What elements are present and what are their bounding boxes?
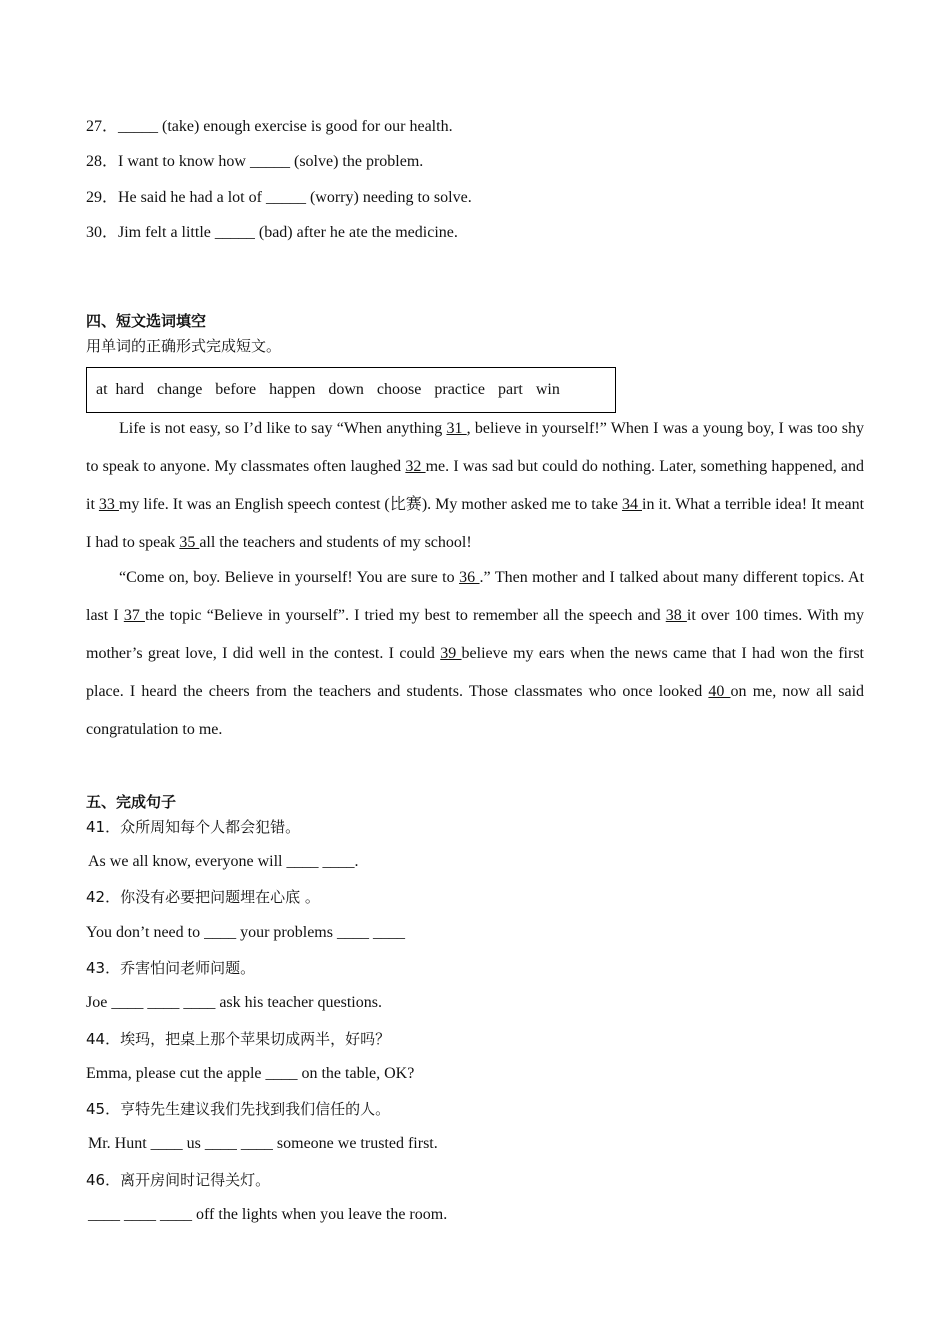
word-bank-item: hard <box>115 381 144 398</box>
question-30: 30．Jim felt a little _____ (bad) after he ate the medicine. <box>86 224 458 241</box>
blank-31: 31 <box>446 420 467 437</box>
question-44-chinese: 44．埃玛，把桌上那个苹果切成两半，好吗？ <box>86 1030 391 1048</box>
question-42-english: You don’t need to ____ your problems ____ ____ <box>86 924 405 941</box>
word-bank-item: before <box>215 381 257 398</box>
question-28: 28．I want to know how _____ (solve) the problem. <box>86 153 424 170</box>
blank-36: 36 <box>459 569 480 586</box>
passage-text: “Come on, boy. Believe in yourself! You are sure to <box>119 569 460 586</box>
word-bank-item: part <box>497 381 523 398</box>
question-27: 27．_____ (take) enough exercise is good for our health. <box>86 118 453 135</box>
passage-text: .” Then mother and I talked about many different topics. At last I <box>86 569 865 624</box>
question-43-english: Joe ____ ____ ____ ask his teacher questions. <box>86 994 382 1011</box>
word-bank-item: down <box>328 381 364 398</box>
section-4-instruction: 用单词的正确形式完成短文。 <box>86 337 282 355</box>
passage-text: Life is not easy, so I’d like to say “When anything <box>119 420 447 437</box>
word-bank-item: win <box>535 381 560 398</box>
question-41-chinese: 41．众所周知每个人都会犯错。 <box>86 818 301 836</box>
blank-38: 38 <box>665 607 687 624</box>
question-46-english: ____ ____ ____ off the lights when you leave the room. <box>88 1206 448 1223</box>
word-bank-item: practice <box>434 381 485 398</box>
passage-text: on me, now all said congratulation to me. <box>86 683 865 738</box>
question-45-english: Mr. Hunt ____ us ____ ____ someone we trusted first. <box>88 1135 438 1152</box>
blank-32: 32 <box>405 458 426 475</box>
question-46-chinese: 46．离开房间时记得关灯。 <box>86 1171 271 1189</box>
passage-paragraph-2 <box>86 559 864 749</box>
blank-34: 34 <box>621 496 642 513</box>
word-bank-item: choose <box>376 381 422 398</box>
passage-paragraph-1 <box>86 410 864 562</box>
blank-35: 35 <box>179 534 200 551</box>
section-5-title: 五、完成句子 <box>86 793 177 811</box>
passage-text: the topic “Believe in yourself”. I tried my best to remember all the speech and <box>144 607 666 624</box>
passage-text: it over 100 times. With my mother’s great love, I did well in the contest. I could <box>86 607 865 662</box>
passage-text: believe my ears when the news came that I had won the first place. I heard the cheers from the teachers and students. Those classmates who once looked <box>86 645 865 700</box>
question-29: 29．He said he had a lot of _____ (worry) needing to solve. <box>86 189 472 206</box>
question-45-chinese: 45．亨特先生建议我们先找到我们信任的人。 <box>86 1100 391 1118</box>
blank-39: 39 <box>440 645 462 662</box>
passage-text: my life. It was an English speech contest (比赛). My mother asked me to take <box>118 496 622 513</box>
passage-text: , believe in yourself!” When I was a young boy, I was too shy to speak to anyone. My classmates often laughed <box>86 420 865 475</box>
section-4-title: 四、短文选词填空 <box>86 312 207 330</box>
question-41-english: As we all know, everyone will ____ ____. <box>88 853 359 870</box>
passage-text: me. I was sad but could do nothing. Later, something happened, and it <box>86 458 865 513</box>
blank-37: 37 <box>123 607 145 624</box>
passage-text: in it. What a terrible idea! It meant I had to speak <box>86 496 865 551</box>
blank-33: 33 <box>98 496 119 513</box>
question-43-chinese: 43．乔害怕问老师问题。 <box>86 959 256 977</box>
word-bank-item: at <box>96 381 108 398</box>
passage-text: all the teachers and students of my school! <box>199 534 472 551</box>
blank-40: 40 <box>708 683 731 700</box>
word-bank-item: change <box>156 381 203 398</box>
word-bank-item: happen <box>269 381 316 398</box>
question-44-english: Emma, please cut the apple ____ on the table, OK? <box>86 1065 415 1082</box>
word-bank <box>86 367 616 413</box>
question-42-chinese: 42．你没有必要把问题埋在心底 。 <box>86 888 320 906</box>
